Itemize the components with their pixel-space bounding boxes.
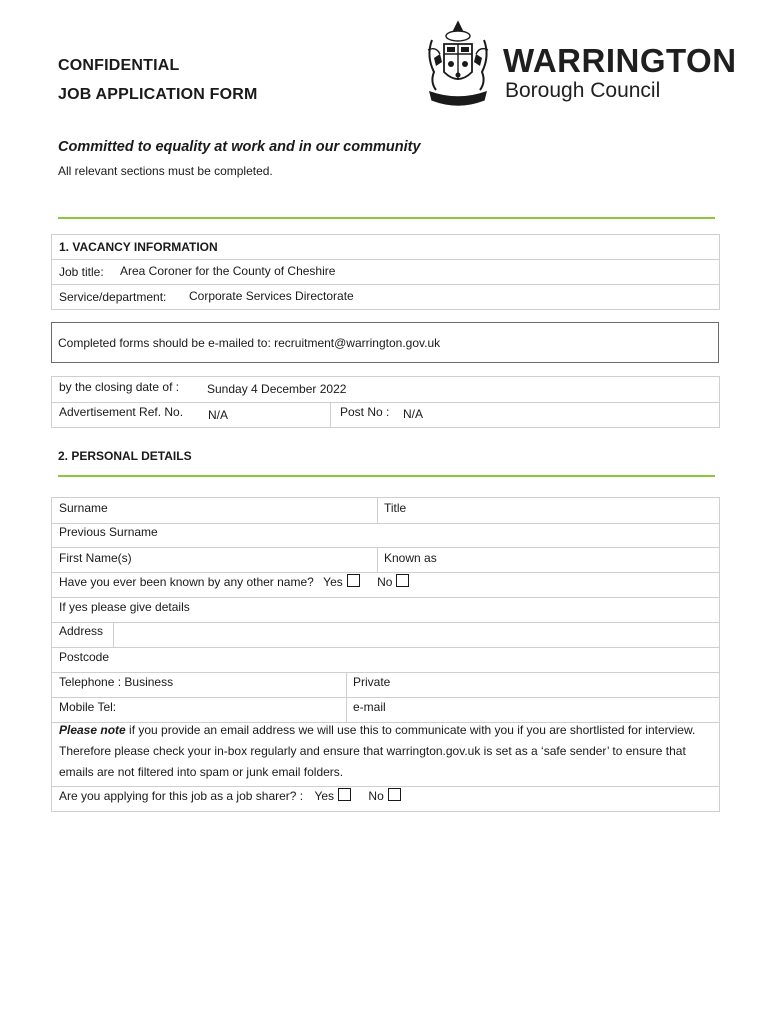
vacancy-table bbox=[51, 234, 720, 310]
job-title-label: Job title: bbox=[59, 265, 104, 279]
address-label: Address bbox=[59, 624, 104, 638]
email-notice-text: Completed forms should be e-mailed to: recruitment@warrington.gov.uk bbox=[58, 336, 441, 350]
job-share-yes-label: Yes bbox=[314, 789, 335, 803]
post-no-label: Post No : bbox=[340, 405, 390, 419]
job-share-no-checkbox[interactable] bbox=[388, 788, 401, 801]
personal-details-table bbox=[51, 497, 720, 812]
logo-wordmark: WARRINGTON bbox=[503, 42, 737, 79]
post-no-value[interactable]: N/A bbox=[403, 407, 424, 421]
other-name-yes-checkbox[interactable] bbox=[347, 574, 360, 587]
email-note-bold: Please note bbox=[59, 723, 126, 737]
email-note bbox=[59, 720, 715, 783]
logo-subtitle: Borough Council bbox=[505, 79, 661, 102]
job-share-question-text: Are you applying for this job as a job sharer? : bbox=[59, 789, 304, 803]
advert-ref-value[interactable]: N/A bbox=[208, 408, 229, 422]
previous-surname-label: Previous Surname bbox=[59, 525, 158, 539]
vacancy-heading: 1. VACANCY INFORMATION bbox=[59, 240, 218, 254]
council-crest-logo bbox=[422, 20, 494, 110]
instructions-text: All relevant sections must be completed. bbox=[58, 164, 273, 178]
title-label: Title bbox=[384, 501, 407, 515]
job-share-no-label: No bbox=[368, 789, 384, 803]
form-title: JOB APPLICATION FORM bbox=[58, 86, 258, 103]
email-note-text: if you provide an email address we will use this to communicate with you if you are shortlisted for interview. Therefore please check your in-box regularly and ensure that warrington.gov.uk is set as a ‘safe sender’ to ensure that emails are not filtered into spam or junk email folders. bbox=[59, 723, 696, 779]
section-divider bbox=[58, 217, 715, 219]
other-name-yes-label: Yes bbox=[323, 575, 343, 589]
service-label: Service/department: bbox=[59, 290, 167, 304]
closing-table bbox=[51, 376, 720, 428]
closing-date-label: by the closing date of : bbox=[59, 380, 180, 394]
confidential-label: CONFIDENTIAL bbox=[58, 57, 180, 74]
other-name-question-text: Have you ever been known by any other name? bbox=[59, 575, 314, 589]
closing-date-value[interactable]: Sunday 4 December 2022 bbox=[207, 382, 347, 396]
personal-details-heading: 2. PERSONAL DETAILS bbox=[58, 449, 192, 463]
service-value[interactable]: Corporate Services Directorate bbox=[189, 289, 354, 303]
section-divider bbox=[58, 475, 715, 477]
equality-tagline: Committed to equality at work and in our community bbox=[58, 139, 421, 155]
postcode-label: Postcode bbox=[59, 650, 110, 664]
tel-business-label: Telephone : Business bbox=[59, 675, 174, 689]
job-share-question bbox=[59, 788, 401, 803]
email-label: e-mail bbox=[353, 700, 386, 714]
job-share-yes-checkbox[interactable] bbox=[338, 788, 351, 801]
email-notice-box bbox=[51, 322, 719, 363]
mobile-label: Mobile Tel: bbox=[59, 700, 117, 714]
tel-private-label: Private bbox=[353, 675, 391, 689]
job-title-value[interactable]: Area Coroner for the County of Cheshire bbox=[120, 264, 336, 278]
known-as-label: Known as bbox=[384, 551, 437, 565]
advert-ref-label: Advertisement Ref. No. bbox=[59, 405, 184, 419]
surname-label: Surname bbox=[59, 501, 108, 515]
other-name-question bbox=[59, 574, 409, 589]
if-yes-label: If yes please give details bbox=[59, 600, 190, 614]
other-name-no-label: No bbox=[377, 575, 393, 589]
other-name-no-checkbox[interactable] bbox=[396, 574, 409, 587]
first-names-label: First Name(s) bbox=[59, 551, 132, 565]
